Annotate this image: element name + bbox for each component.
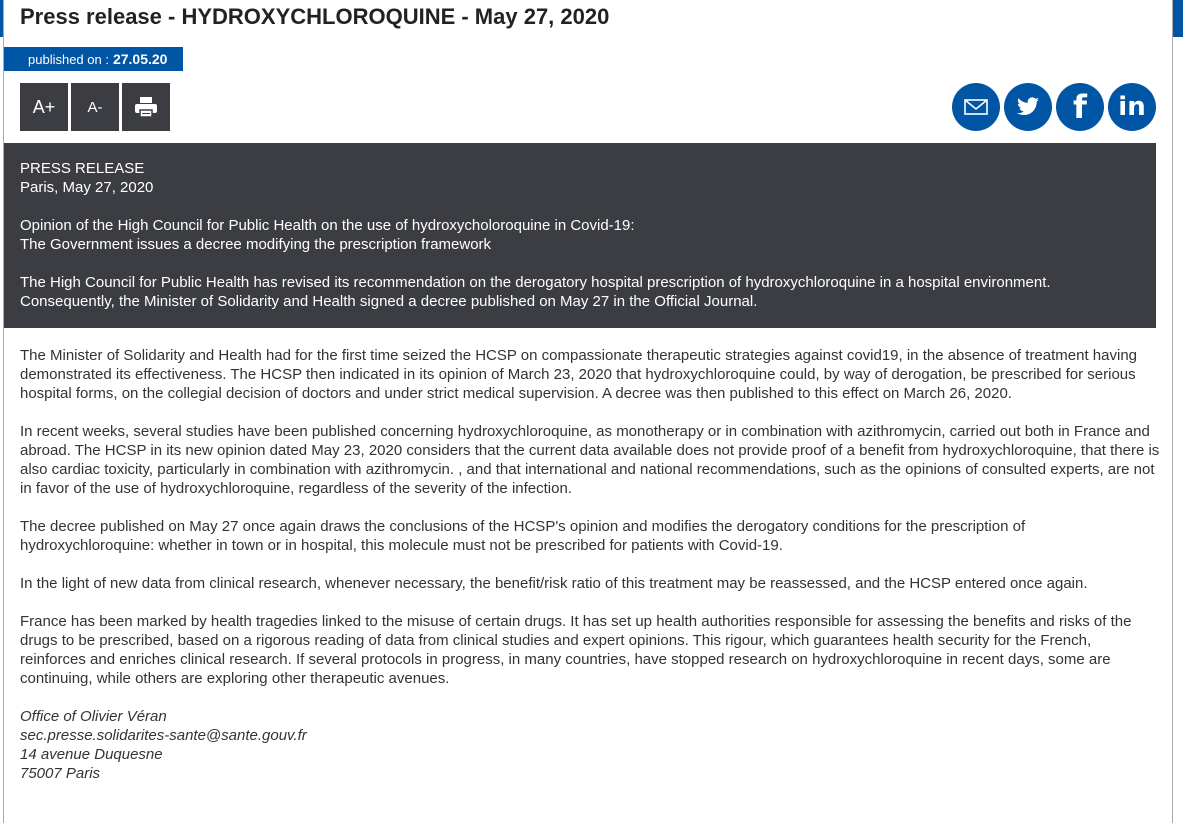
print-button[interactable] [122,83,170,131]
twitter-icon [1016,97,1040,117]
share-facebook-button[interactable] [1056,83,1104,131]
published-label: published on : [28,52,109,67]
paragraph: In recent weeks, several studies have been published concerning hydroxychloroquine, as monotherapy or in combination with azithromycin, carried out both in France and abroad. The HCSP in its new opinion dated May 23, 2020 considers that the current data available does not provide proof of a benefit from hydroxychloroquine, that there is also cardiac toxicity, particularly in combination with azithromycin. , and that international and national recommendations, such as the opinions of consulted experts, are not in favor of the use of hydroxychloroquine, regardless of the severity of the infection. [20,423,1160,497]
increase-font-button[interactable]: A+ [20,83,68,131]
paragraph: The Minister of Solidarity and Health had for the first time seized the HCSP on compassionate therapeutic strategies against covid19, in the absence of treatment having demonstrated its effectiveness. The HCSP then indicated in its opinion of March 23, 2020 that hydroxychloroquine could, by way of derogation, be prescribed for serious hospital forms, on the collegial decision of doctors and under strict medical supervision. A decree was then published to this effect on March 26, 2020. [20,347,1138,402]
release-summary-text: The High Council for Public Health has revised its recommendation on the derogatory hospital prescription of hydroxychloroquine in a hospital environment. Consequently, the Minister of Solidarity and Health signed a decree published on May 27 in the Official Journal. [20,274,1051,310]
share-email-button[interactable] [952,83,1000,131]
release-label: PRESS RELEASE [20,160,145,177]
envelope-icon [964,99,988,115]
text-tools [20,83,170,131]
signature [20,707,1160,783]
share-twitter-button[interactable] [1004,83,1052,131]
print-icon [134,96,158,118]
release-dateline: Paris, May 27, 2020 [20,179,154,196]
release-heading-1: Opinion of the High Council for Public Health on the use of hydroxycholoroquine in Covid-19: [20,217,635,234]
left-accent [0,0,3,37]
paragraph: In the light of new data from clinical research, whenever necessary, the benefit/risk ratio of this treatment may be reassessed, and the HCSP entered once again. [20,575,1088,592]
share-buttons [952,83,1156,131]
signature-address: 14 avenue Duquesne [20,746,163,763]
page-title: Press release - HYDROXYCHLOROQUINE - May 27, 2020 [20,4,610,29]
published-badge [4,47,183,71]
paragraph: France has been marked by health tragedies linked to the misuse of certain drugs. It has set up health authorities responsible for assessing the benefits and risks of the drugs to be prescribed, based on a rigorous reading of data from clinical studies and expert opinions. This rigour, which guarantees health security for the French, reinforces and enriches clinical research. If several protocols in progress, in many countries, have stopped research on hydroxychloroquine in recent days, some are continuing, while others are exploring other therapeutic avenues. [20,613,1132,687]
left-border [3,0,4,823]
right-border [1172,0,1173,823]
linkedin-icon: in [1118,92,1146,122]
scrollbar-thumb[interactable] [1173,0,1183,37]
published-date: 27.05.20 [112,51,168,67]
paragraph: The decree published on May 27 once again draws the conclusions of the HCSP's opinion and modifies the derogatory conditions for the prescription of hydroxychloroquine: whether in town or in hospital, this molecule must not be prescribed for patients with Covid-19. [20,518,1026,554]
share-linkedin-button[interactable] [1108,83,1156,131]
signature-office: Office of Olivier Véran [20,708,167,725]
press-release-summary [4,143,1156,328]
decrease-font-button[interactable]: A- [71,83,119,131]
release-heading-2: The Government issues a decree modifying the prescription framework [20,236,492,253]
signature-city: 75007 Paris [20,765,101,782]
article-body [20,346,1160,783]
facebook-icon: f [1073,88,1087,126]
signature-email: sec.presse.solidarites-sante@sante.gouv.fr [20,727,307,744]
